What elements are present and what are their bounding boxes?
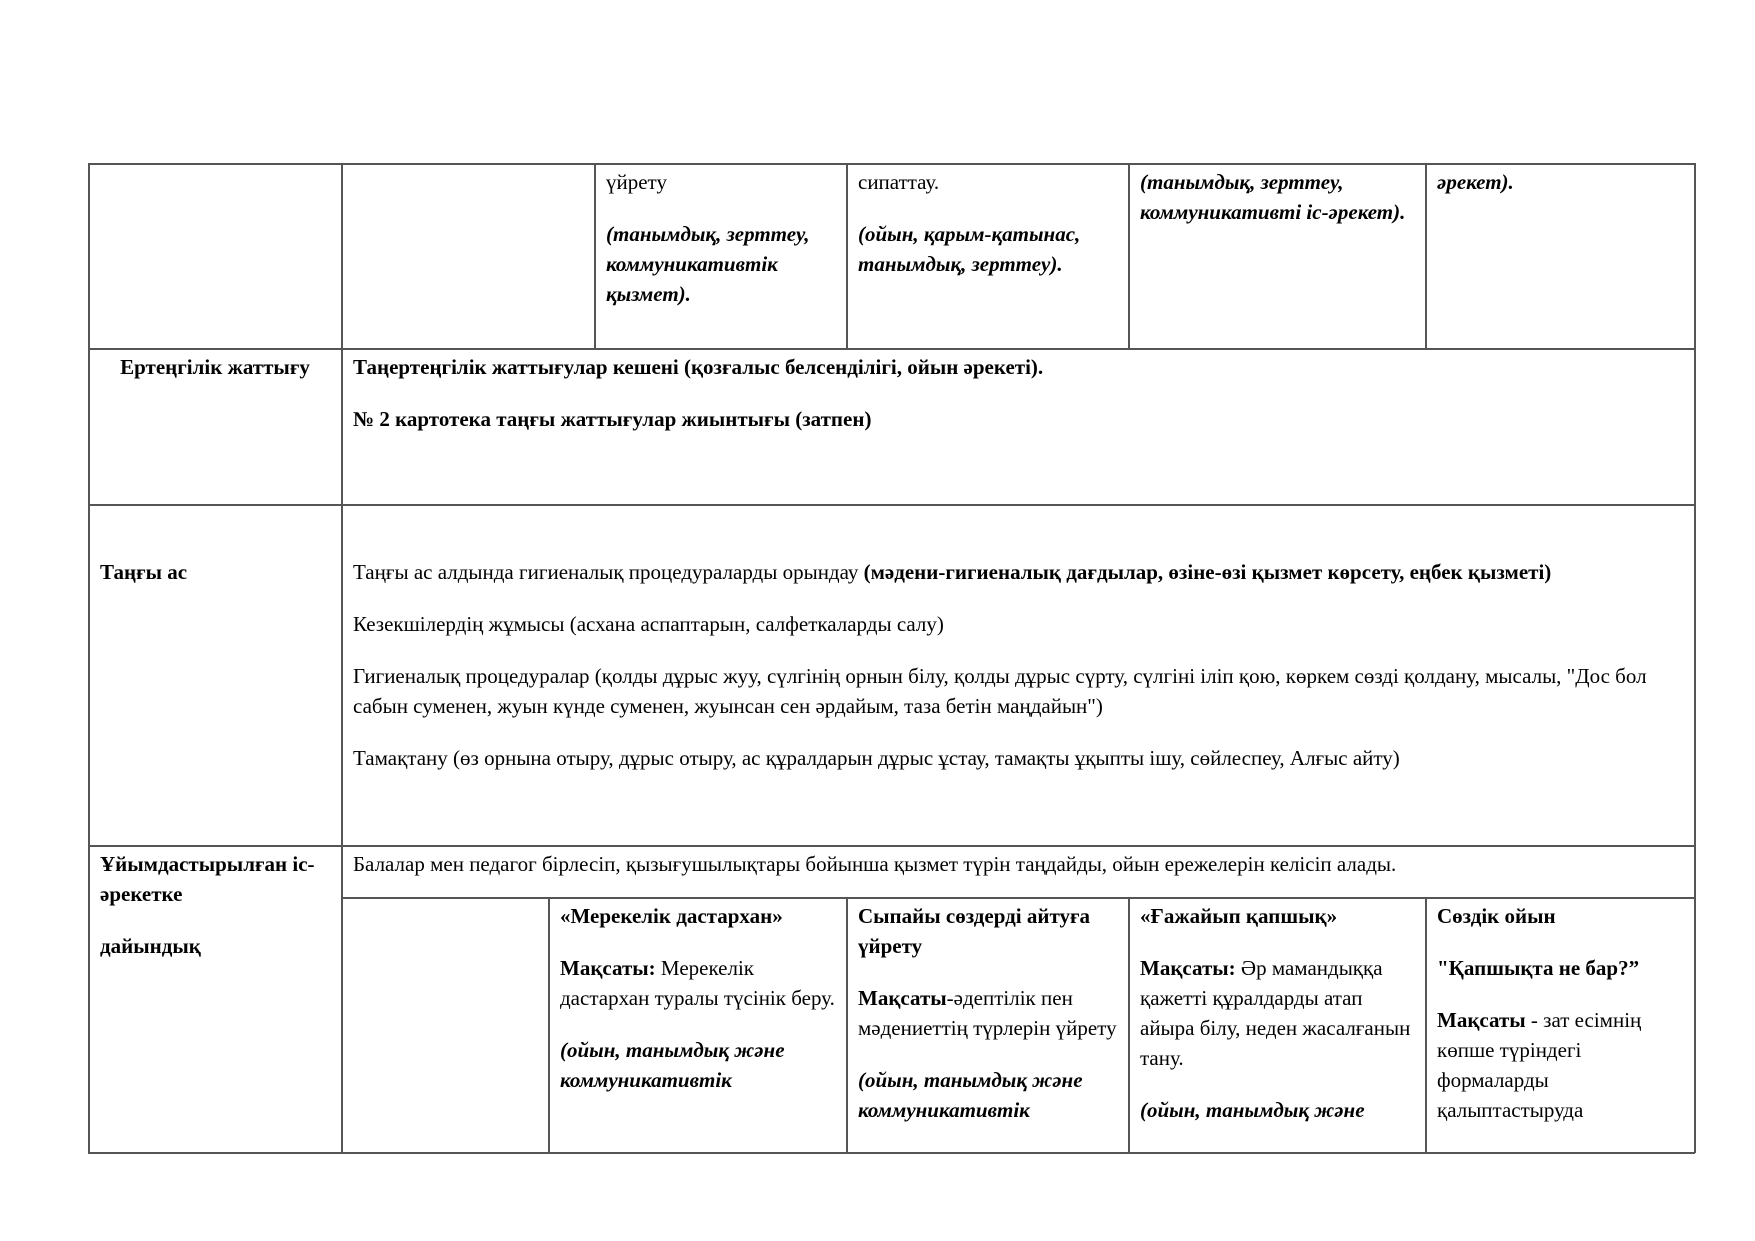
row1-cell-5-activity: (танымдық, зерттеу, коммуникативті іс-әрекет). — [1140, 170, 1406, 224]
row1-cell-5 — [1129, 164, 1425, 348]
game-2-aim-text: -әдептілік пен мәдениеттің түрлерін үйрету — [858, 986, 1117, 1040]
exercise-content — [342, 349, 1694, 504]
game-4-aim — [1437, 1005, 1683, 1125]
game-1-aim-text: Мерекелік дастархан туралы түсінік беру. — [560, 956, 835, 1010]
game-3-title: «Ғажайып қапшық» — [1140, 904, 1338, 928]
game-1-title: «Мерекелік дастархан» — [560, 904, 783, 928]
exercise-line-1: Таңертеңгілік жаттығулар кешені (қозғалыс белсенділігі, ойын әрекеті). — [353, 355, 1044, 379]
breakfast-label — [89, 505, 341, 845]
game-3-aim-label: Мақсаты: — [1140, 956, 1236, 980]
row1-cell-4-activity: (ойын, қарым-қатынас, танымдық, зерттеу). — [858, 222, 1081, 276]
game-2-activity: (ойын, танымдық және коммуникативтік — [858, 1068, 1083, 1122]
game-4-subtitle: "Қапшықта не бар?” — [1437, 956, 1640, 980]
prep-label — [89, 846, 341, 1152]
exercise-line-2: № 2 картотека таңғы жаттығулар жиынтығы (затпен) — [353, 407, 872, 431]
game-3-activity: (ойын, танымдық және — [1140, 1098, 1365, 1122]
game-cell-2 — [847, 898, 1128, 1152]
game-cell-1 — [549, 898, 846, 1152]
row1-cell-3 — [595, 164, 846, 348]
prep-intro-text: Балалар мен педагог бірлесіп, қызығушылықтары бойынша қызмет түрін таңдайды, ойын ережелерін келісіп алады. — [353, 852, 1397, 876]
breakfast-paragraph-1 — [353, 557, 1690, 587]
game-cell-4 — [1426, 898, 1694, 1152]
breakfast-paragraph-3: Гигиеналық процедуралар (қолды дұрыс жуу, сүлгінің орнын білу, қолды дұрыс сүрту, сүлгіні іліп қою, көркем сөзді қолдану, мысалы, "Дос бол сабын суменен, жуын күнде суменен, жуынсан сен әрдайым, таза бетін маңдайын") — [353, 664, 1647, 718]
prep-label-line-1: Ұйымдастырылған іс-әрекетке — [100, 852, 315, 906]
game-1-activity: (ойын, танымдық және коммуникативтік — [560, 1038, 785, 1092]
breakfast-content — [342, 505, 1694, 845]
prep-label-line-2: дайындық — [100, 934, 201, 958]
breakfast-p1-bold: (мәдени-гигиеналық дағдылар, өзіне-өзі қызмет көрсету, еңбек қызметі) — [863, 560, 1552, 584]
game-1-aim — [560, 953, 835, 1013]
exercise-label-text: Ертеңгілік жаттығу — [120, 355, 310, 379]
game-4-title: Сөздік ойын — [1437, 904, 1556, 928]
table-border-bottom — [88, 1152, 1695, 1154]
prep-intro — [342, 846, 1694, 897]
game-4-aim-text: - зат есімнің көпше түріндегі формаларды қалыптастыруда — [1437, 1008, 1642, 1122]
breakfast-paragraph-4: Тамақтану (өз орнына отыру, дұрыс отыру, ас құралдарын дұрыс ұстау, тамақты ұқыпты ішу, сөйлеспеу, Алғыс айту) — [353, 746, 1400, 770]
row1-cell-6 — [1426, 164, 1694, 348]
breakfast-p1-plain: Таңғы ас алдында гигиеналық процедураларды орындау — [353, 560, 864, 584]
exercise-label — [89, 349, 341, 504]
game-3-aim-text: Әр мамандыққа қажетті құралдарды атап айыра білу, неден жасалғанын тану. — [1140, 956, 1411, 1070]
row1-cell-3-activity: (танымдық, зерттеу, коммуникативтік қызмет). — [606, 222, 810, 306]
row1-cell-4-text: сипаттау. — [858, 170, 940, 194]
game-2-title: Сыпайы сөздерді айтуға үйрету — [858, 904, 1091, 958]
breakfast-label-text: Таңғы ас — [100, 560, 188, 584]
game-2-aim — [858, 983, 1117, 1043]
game-4-aim-label: Мақсаты — [1437, 1008, 1526, 1032]
game-3-aim — [1140, 953, 1414, 1073]
table-border-right — [1694, 163, 1696, 1153]
game-cell-3 — [1129, 898, 1425, 1152]
row1-cell-6-activity: әрекет). — [1437, 170, 1514, 194]
game-1-aim-label: Мақсаты: — [560, 956, 656, 980]
row1-cell-3-text: үйрету — [606, 170, 667, 194]
breakfast-paragraph-2: Кезекшілердің жұмысы (асхана аспаптарын, салфеткаларды салу) — [353, 612, 944, 636]
game-2-aim-label: Мақсаты — [858, 986, 947, 1010]
row1-cell-4 — [847, 164, 1128, 348]
